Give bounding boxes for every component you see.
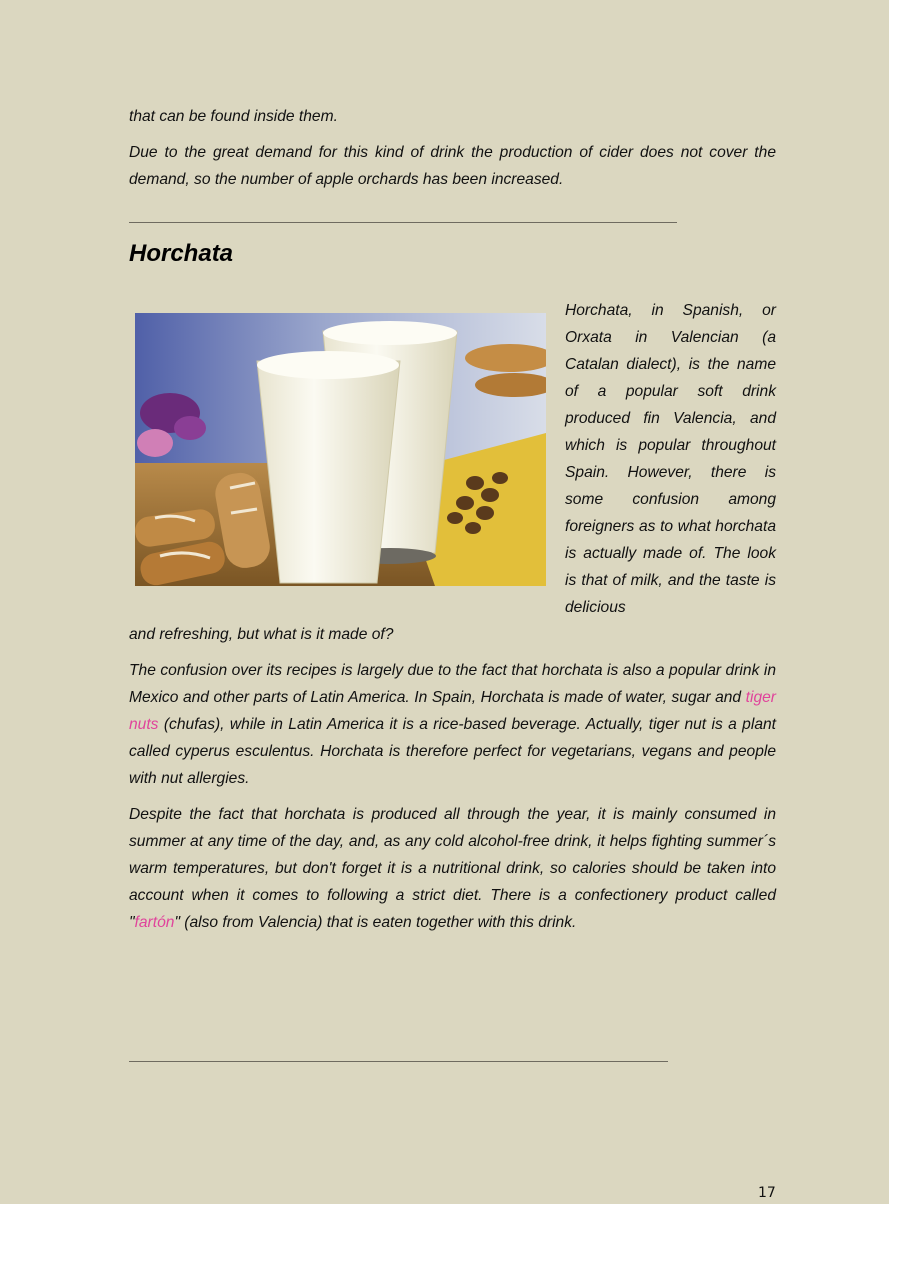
continuation-line: and refreshing, but what is it made of? bbox=[129, 626, 394, 643]
horchata-intro-text: Horchata, in Spanish, or Orxata in Valencian (a Catalan dialect), is the name of a popular soft drink produced fin Valencia, and which is popular throughout Spain. However, there is some confusion among foreigners as to what horchata is actually made of. The look is that of milk, and the taste is delicious bbox=[565, 302, 776, 616]
tiger-nuts-link[interactable]: tiger nuts bbox=[129, 689, 776, 733]
horchata-body bbox=[129, 621, 776, 936]
horchata-photo bbox=[135, 313, 546, 586]
intro-line: that can be found inside them. bbox=[129, 108, 338, 125]
farton-link[interactable]: fartón bbox=[134, 914, 175, 931]
consumption-paragraph bbox=[129, 801, 776, 936]
recipe-text-b: (chufas), while in Latin America it is a rice-based beverage. Actually, tiger nut is a plant called cyperus esculentus. Horchata is therefore perfect for vegetarians, vegans and people with nut allergies. bbox=[129, 716, 776, 787]
recipe-paragraph bbox=[129, 657, 776, 792]
page-number: 17 bbox=[758, 1185, 776, 1201]
recipe-text-a: The confusion over its recipes is largely due to the fact that horchata is also a popular drink in Mexico and other parts of Latin America. In Spain, Horchata is made of water, sugar and bbox=[129, 662, 776, 706]
cider-paragraph: Due to the great demand for this kind of drink the production of cider does not cover the demand, so the number of apple orchards has been increased. bbox=[129, 144, 776, 188]
intro-block bbox=[129, 103, 776, 193]
consumption-text-b: " (also from Valencia) that is eaten together with this drink. bbox=[174, 914, 577, 931]
bottom-divider bbox=[129, 1061, 668, 1062]
section-title: Horchata bbox=[129, 240, 234, 267]
section-divider bbox=[129, 222, 677, 223]
consumption-text-a: Despite the fact that horchata is produced all through the year, it is mainly consumed in summer at any time of the day, and, as any cold alcohol-free drink, it helps fighting summer´s warm temperatures, but don't forget it is a nutritional drink, so calories should be taken into account when it comes to following a strict diet. There is a confectionery product called " bbox=[129, 806, 776, 931]
